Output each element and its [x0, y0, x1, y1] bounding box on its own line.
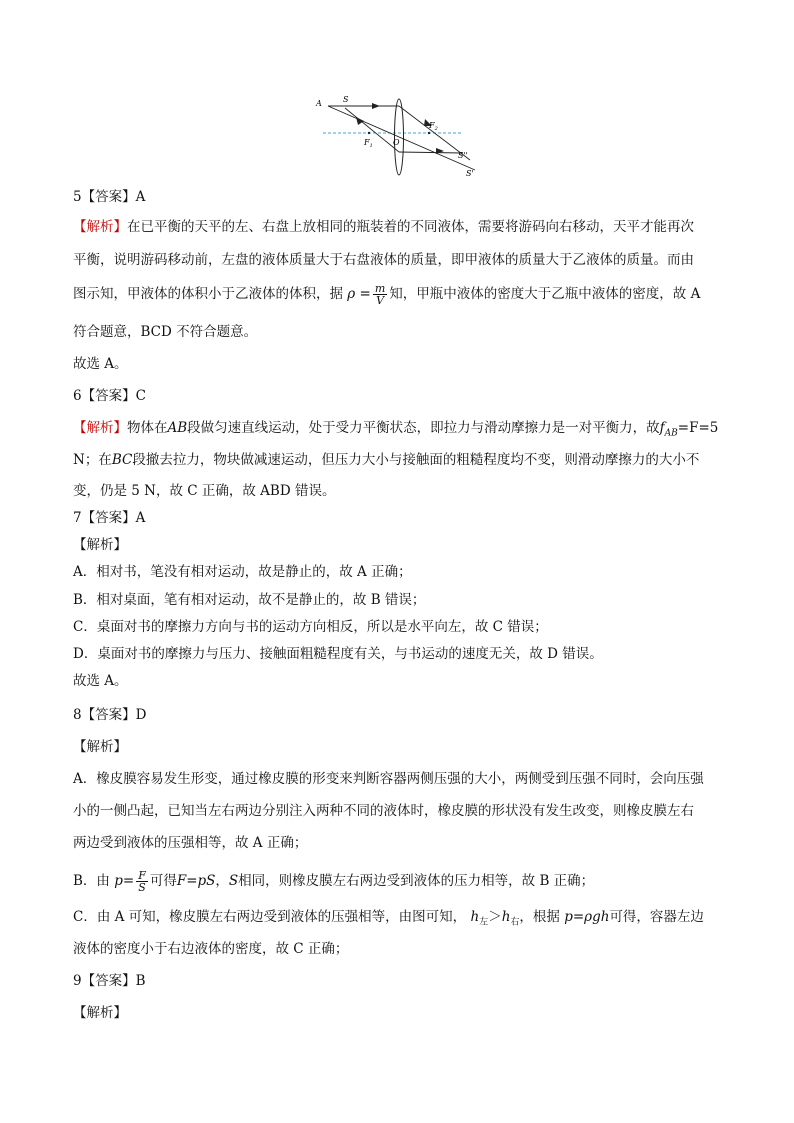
- lens-diagram: [300, 92, 490, 180]
- label-s-double: S'': [458, 151, 468, 160]
- q5-analysis-line-3: 图示知，甲液体的体积小于乙液体的体积，据 ρ = $\frac{m}{V}$ 知，甲瓶中液体的密度大于乙瓶中液体的密度，故 A: [73, 282, 701, 307]
- label-f2: $F_2$: [429, 121, 438, 132]
- q8-option-a-line-2: 小的一侧凸起，已知当左右两边分别注入两种不同的液体时，橡皮膜的形状没有发生改变，则橡皮膜左右: [73, 803, 694, 819]
- arrow-1: [372, 103, 380, 109]
- q7-conclusion: 故选 A。: [73, 673, 128, 689]
- focal-point-f1: [368, 132, 370, 134]
- label-s-prime: S': [466, 169, 474, 178]
- q8-option-a-line-3: 两边受到液体的压强相等，故 A 正确；: [73, 835, 308, 851]
- q5-header: 5【答案】A: [73, 189, 146, 205]
- q5-conclusion: 故选 A。: [73, 356, 128, 372]
- q8-option-b: B．由 p= $\frac{F}{S}$ 可得F=pS，S相同，则橡皮膜左右两边受到液体的压力相等，故 B 正确；: [73, 869, 595, 894]
- arrow-2: [356, 117, 364, 125]
- label-o: O: [393, 138, 400, 147]
- q5-analysis-line-2: 平衡，说明游码移动前，左盘的液体质量大于右盘液体的质量，即甲液体的质量大于乙液体的质量。而由: [73, 252, 694, 268]
- q5-analysis-line-1: 【解析】在已平衡的天平的左、右盘上放相同的瓶装着的不同液体，需要将游码向右移动，天平才能再次: [73, 219, 694, 235]
- pressure-fraction: $\frac{F}{S}$: [138, 869, 146, 894]
- q7-option-c: C．桌面对书的摩擦力方向与书的运动方向相反，所以是水平向左，故 C 错误；: [73, 619, 548, 635]
- q7-header: 7【答案】A: [73, 510, 146, 526]
- label-a: A: [316, 99, 322, 108]
- q8-analysis-tag: 【解析】: [73, 739, 127, 755]
- q8-option-c-line-2: 液体的密度小于右边液体的密度，故 C 正确；: [73, 941, 349, 957]
- q6-analysis-line-1: 【解析】物体在AB段做匀速直线运动，处于受力平衡状态，即拉力与滑动摩擦力是一对平衡力，故$f_{AB}=F=5$: [73, 420, 719, 439]
- q8-header: 8【答案】D: [73, 707, 147, 723]
- q6-analysis-line-3: 变，仍是 5 N，故 C 正确，故 ABD 错误。: [73, 483, 336, 499]
- q7-option-a: A．相对书，笔没有相对运动，故是静止的，故 A 正确；: [73, 564, 412, 580]
- q8-option-c-line-1: C．由 A 可知，橡皮膜左右两边受到液体的压强相等，由图可知， $h_左>h_右$，根据 p=ρgh可得，容器左边: [73, 909, 704, 928]
- density-fraction: $\frac{m}{V}$: [374, 282, 386, 307]
- label-s: S: [343, 95, 349, 104]
- q6-analysis-line-2: N；在BC段撤去拉力，物块做减速运动，但压力大小与接触面的粗糙程度均不变，则滑动摩擦力的大小不: [73, 452, 700, 468]
- q6-header: 6【答案】C: [73, 388, 146, 404]
- q7-option-d: D．桌面对书的摩擦力与压力、接触面粗糙程度有关，与书运动的速度无关，故 D 错误。: [73, 646, 603, 662]
- ray-s-out: [399, 152, 462, 153]
- q7-analysis-tag: 【解析】: [73, 537, 127, 553]
- ray-a-o: [328, 106, 475, 170]
- q8-option-a-line-1: A．橡皮膜容易发生形变，通过橡皮膜的形变来判断容器两侧压强的大小，两侧受到压强不同时，会向压强: [73, 771, 704, 787]
- focal-point-f2: [428, 132, 430, 134]
- q9-analysis-tag: 【解析】: [73, 1005, 127, 1021]
- q7-option-b: B．相对桌面，笔有相对运动，故不是静止的，故 B 错误；: [73, 592, 426, 608]
- q9-header: 9【答案】B: [73, 973, 146, 989]
- analysis-tag: 【解析】: [73, 219, 127, 235]
- label-f1: $F_1$: [364, 138, 373, 149]
- q5-analysis-line-4: 符合题意，BCD 不符合题意。: [73, 324, 258, 340]
